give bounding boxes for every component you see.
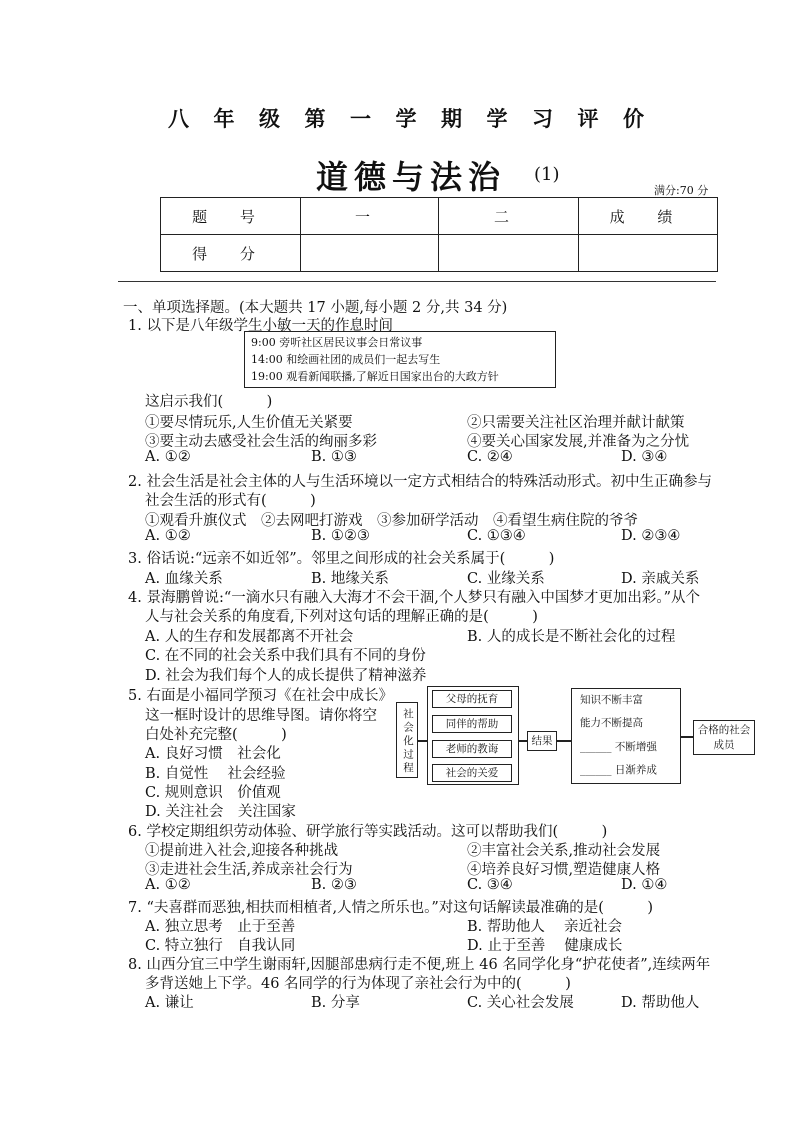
option-c[interactable]: C. 规则意识 价值观 — [145, 785, 281, 801]
mindmap-result: ______ 不断增强 — [580, 741, 657, 753]
statement: ③走进社会生活,养成亲社会行为 — [145, 862, 353, 878]
score-cell: 一 — [301, 198, 439, 235]
option-b[interactable]: B. 分享 — [311, 995, 360, 1011]
option-b[interactable]: B. ①③ — [311, 449, 357, 465]
statement: ①要尽情玩乐,人生价值无关紧要 — [145, 415, 353, 431]
score-table-row — [161, 198, 718, 235]
score-cell[interactable] — [439, 235, 579, 272]
option-a[interactable]: A. 人的生存和发展都离不开社会 — [145, 629, 354, 645]
option-d[interactable]: D. ①④ — [621, 877, 668, 893]
question-3-stem: 3. 俗话说:“远亲不如近邻”。邻里之间形成的社会关系属于( ) — [128, 551, 555, 567]
question-8-stem-cont: 多背送她上下学。46 名同学的行为体现了亲社会行为中的( ) — [145, 976, 571, 992]
statement: ①提前进入社会,迎接各种挑战 — [145, 843, 339, 859]
statement: ④要关心国家发展,并准备为之分忧 — [467, 434, 690, 450]
mindmap-input: 同伴的帮助 — [432, 715, 512, 733]
schedule-item: 19:00 观看新闻联播,了解近日国家出台的大政方针 — [251, 370, 499, 383]
score-cell[interactable] — [579, 235, 718, 272]
score-table — [160, 197, 718, 272]
connector — [519, 740, 527, 742]
option-c[interactable]: C. 关心社会发展 — [467, 995, 574, 1011]
mindmap-result: 知识不断丰富 — [580, 694, 643, 706]
schedule-item: 14:00 和绘画社团的成员们一起去写生 — [251, 353, 441, 366]
score-table-row — [161, 235, 718, 272]
statement: ③要主动去感受社会生活的绚丽多彩 — [145, 434, 377, 450]
question-6-stem: 6. 学校定期组织劳动体验、研学旅行等实践活动。这可以帮助我们( ) — [128, 824, 608, 840]
option-d[interactable]: D. 帮助他人 — [621, 995, 700, 1011]
schedule-item: 9:00 旁听社区居民议事会日常议事 — [251, 336, 423, 349]
option-d[interactable]: D. ②③④ — [621, 528, 681, 544]
option-d[interactable]: D. 亲戚关系 — [621, 571, 700, 587]
option-b[interactable]: B. 人的成长是不断社会化的过程 — [467, 629, 676, 645]
question-4-stem-cont: 人与社会关系的角度看,下列对这句话的理解正确的是( ) — [145, 609, 538, 625]
subject-title: 道德与法治 — [316, 158, 507, 196]
statement: ①观看升旗仪式 ②去网吧打游戏 ③参加研学活动 ④看望生病住院的爷爷 — [145, 513, 638, 529]
mindmap-input: 社会的关爱 — [432, 764, 512, 782]
statement: ②丰富社会关系,推动社会发展 — [467, 843, 661, 859]
statement: ②只需要关注社区治理并献计献策 — [467, 415, 685, 431]
divider — [118, 281, 716, 282]
mindmap-result: 能力不断提高 — [580, 717, 643, 729]
score-cell: 题 号 — [161, 198, 301, 235]
option-a[interactable]: A. ①② — [145, 877, 191, 893]
option-c[interactable]: C. 特立独行 自我认同 — [145, 938, 296, 954]
question-2-stem: 2. 社会生活是社会主体的人与生活环境以一定方式相结合的特殊活动形式。初中生正确参与 — [128, 474, 712, 490]
connector — [681, 736, 693, 738]
question-7-stem: 7. “夫喜群而恶独,相扶而相植者,人情之所乐也。”对这句话解读最准确的是( ) — [128, 900, 654, 916]
option-a[interactable]: A. 良好习惯 社会化 — [145, 746, 281, 762]
question-2-stem-cont: 社会生活的形式有( ) — [145, 493, 316, 509]
option-a[interactable]: A. 谦让 — [145, 995, 194, 1011]
question-5-stem-cont: 白处补充完整( ) — [145, 727, 287, 743]
option-c[interactable]: C. ①③④ — [467, 528, 526, 544]
score-cell[interactable] — [301, 235, 439, 272]
question-1-ask: 这启示我们( ) — [145, 394, 273, 410]
subject-number: (1) — [534, 164, 560, 185]
option-a[interactable]: A. ①② — [145, 528, 191, 544]
score-cell: 二 — [439, 198, 579, 235]
option-d[interactable]: D. 社会为我们每个人的成长提供了精神滋养 — [145, 668, 427, 684]
option-b[interactable]: B. ②③ — [311, 877, 357, 893]
full-mark: 满分:70 分 — [654, 184, 709, 197]
option-a[interactable]: A. 血缘关系 — [145, 571, 223, 587]
exam-title: 八年级第一学期学习评价 — [168, 106, 669, 131]
mindmap-input: 父母的抚育 — [432, 690, 512, 708]
option-a[interactable]: A. 独立思考 止于至善 — [145, 919, 296, 935]
option-b[interactable]: B. 地缘关系 — [311, 571, 389, 587]
schedule-box — [244, 331, 556, 388]
mindmap-root: 社会化过程 — [396, 702, 418, 778]
option-b[interactable]: B. 帮助他人 亲近社会 — [467, 919, 622, 935]
mindmap-middle: 结果 — [527, 731, 557, 751]
option-c[interactable]: C. ②④ — [467, 449, 513, 465]
option-d[interactable]: D. 止于至善 健康成长 — [467, 938, 623, 954]
statement: ④培养良好习惯,塑造健康人格 — [467, 862, 661, 878]
results-group — [571, 688, 681, 784]
option-c[interactable]: C. 在不同的社会关系中我们具有不同的身份 — [145, 648, 426, 664]
question-5-stem-cont: 这一框时设计的思维导图。请你将空 — [145, 708, 377, 724]
score-cell: 成 绩 — [579, 198, 718, 235]
question-5-stem: 5. 右面是小福同学预习《在社会中成长》 — [128, 688, 393, 704]
connector — [557, 740, 571, 742]
mindmap-result: ______ 日渐养成 — [580, 764, 657, 776]
section-heading: 一、单项选择题。(本大题共 17 小题,每小题 2 分,共 34 分) — [123, 300, 508, 316]
option-b[interactable]: B. 自觉性 社会经验 — [145, 766, 286, 782]
question-4-stem: 4. 景海鹏曾说:“一滴水只有融入大海才不会干涸,个人梦只有融入中国梦才更加出彩。”从个 — [128, 590, 701, 606]
option-a[interactable]: A. ①② — [145, 449, 191, 465]
question-8-stem: 8. 山西分宜三中学生谢雨轩,因腿部患病行走不便,班上 46 名同学化身“护花使者”,连续两年 — [128, 957, 711, 973]
option-c[interactable]: C. ③④ — [467, 877, 513, 893]
option-d[interactable]: D. 关注社会 关注国家 — [145, 804, 296, 820]
question-1-stem: 1. 以下是八年级学生小敏一天的作息时间 — [128, 318, 393, 334]
mindmap-final: 合格的社会成员 — [693, 720, 755, 755]
option-d[interactable]: D. ③④ — [621, 449, 668, 465]
score-cell: 得 分 — [161, 235, 301, 272]
mindmap-input: 老师的教诲 — [432, 740, 512, 758]
option-c[interactable]: C. 业缘关系 — [467, 571, 545, 587]
option-b[interactable]: B. ①②③ — [311, 528, 370, 544]
